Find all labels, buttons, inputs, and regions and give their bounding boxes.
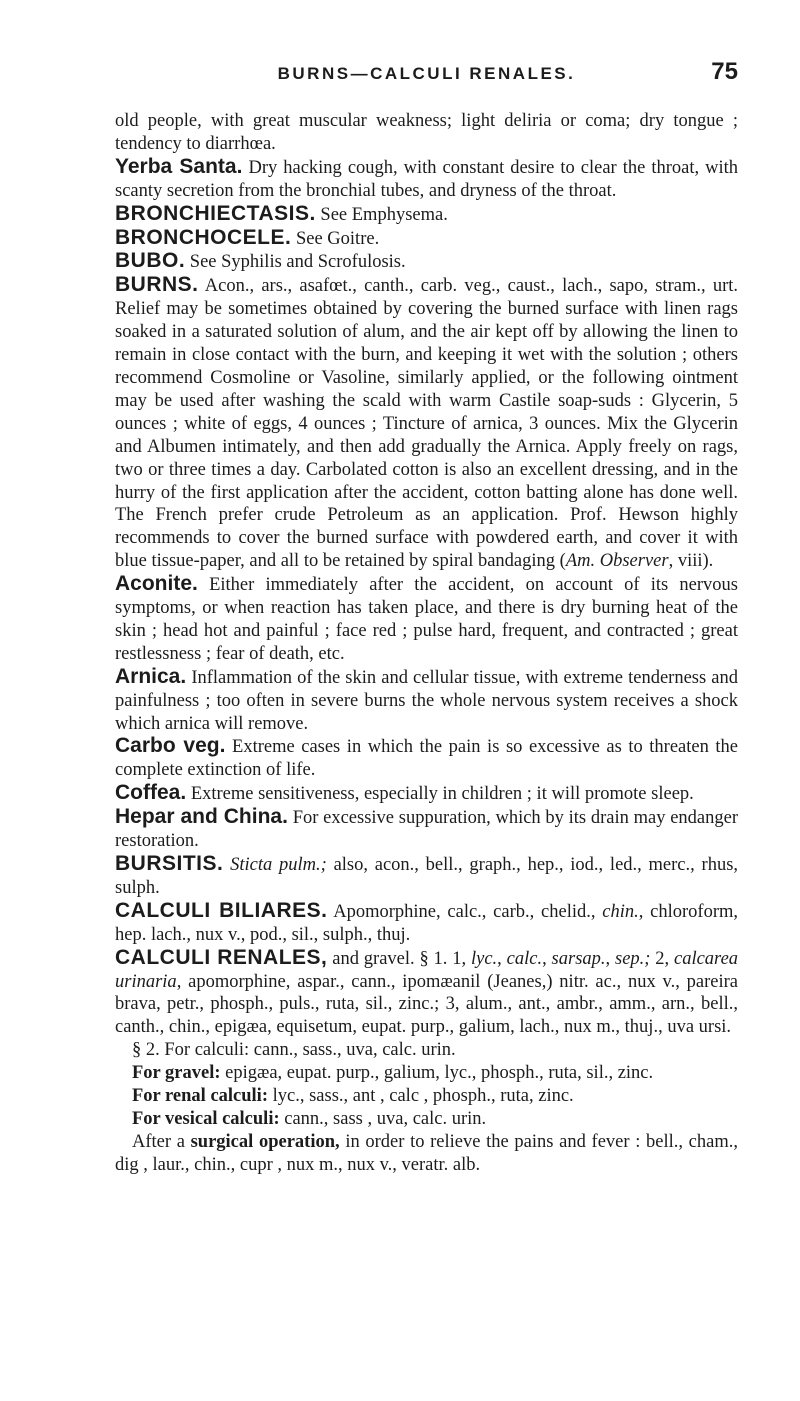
entry-heading: CALCULI BILIARES. bbox=[115, 898, 328, 922]
separator: , bbox=[542, 948, 552, 969]
paragraph-text: See Emphysema. bbox=[320, 204, 448, 225]
grade-number: 2, bbox=[650, 948, 674, 969]
paragraph-text: See Syphilis and Scrofulosis. bbox=[189, 252, 406, 273]
paragraph-tail: in order to relieve the pains and fever : bell., cham., dig , laur., chin., cupr , nux m., nux v., veratr. alb. bbox=[115, 1131, 738, 1175]
paragraph-coffea bbox=[115, 782, 738, 806]
running-head: BURNS—CALCULI RENALES. bbox=[277, 64, 576, 83]
paragraph-renal-calculi bbox=[115, 1085, 738, 1108]
paragraph-carbo-veg bbox=[115, 735, 738, 782]
entry-heading: CALCULI RENALES, bbox=[115, 945, 328, 969]
bold-label: For renal calculi: bbox=[132, 1086, 268, 1107]
italic-remedy: Sticta pulm.; bbox=[230, 855, 327, 875]
paragraph-text: Inflammation of the skin and cellular tissue, with extreme tenderness and painfulness ; too often in severe burns the whole nervous system receives a shock which arnica will remove. bbox=[115, 667, 739, 734]
page-body bbox=[115, 110, 738, 1177]
entry-heading: BURNS. bbox=[115, 273, 199, 297]
paragraph-bronchiectasis bbox=[115, 203, 738, 227]
paragraph-text: For excessive suppuration, which by its drain may endanger restoration. bbox=[115, 808, 739, 852]
paragraph-aconite bbox=[115, 573, 738, 666]
paragraph-vesical-calculi bbox=[115, 1108, 738, 1131]
separator: , bbox=[605, 948, 615, 969]
paragraph-text: Apomorphine, calc., carb., chelid., bbox=[333, 901, 603, 922]
bold-label: surgical operation, bbox=[190, 1131, 340, 1152]
entry-heading: Yerba Santa. bbox=[115, 154, 243, 178]
entry-heading: BRONCHIECTASIS. bbox=[115, 201, 316, 225]
paragraph-text: also, acon., bell., graph., hep., iod., led., merc., rhus, sulph. bbox=[115, 855, 739, 898]
italic-remedy: sarsap. bbox=[551, 948, 606, 969]
paragraph-text: and gravel. § 1. 1, bbox=[332, 948, 471, 969]
entry-heading: BURSITIS. bbox=[115, 852, 224, 875]
bold-label: For gravel: bbox=[132, 1063, 221, 1084]
paragraph-text: epigæa, eupat. purp., galium, lyc., phosph., ruta, sil., zinc. bbox=[220, 1063, 654, 1084]
paragraph-text: § 2. For calculi: cann., sass., uva, calc. urin. bbox=[132, 1040, 456, 1061]
entry-heading: BUBO. bbox=[115, 249, 186, 273]
paragraph-tail: , chloroform, hep. lach., nux v., pod., sil., sulph., thuj. bbox=[115, 901, 738, 945]
italic-remedy: lyc. bbox=[470, 948, 498, 969]
entry-heading: Coffea. bbox=[115, 781, 187, 805]
entry-heading: Carbo veg. bbox=[115, 734, 226, 758]
entry-heading: Aconite. bbox=[115, 572, 198, 596]
paragraph-tail: , viii). bbox=[668, 551, 714, 572]
paragraph-arnica bbox=[115, 666, 738, 736]
bold-label: For vesical calculi: bbox=[132, 1108, 280, 1129]
paragraph-calculi-renales bbox=[115, 947, 738, 1040]
separator: , bbox=[497, 948, 507, 969]
paragraph-text: See Goitre. bbox=[295, 228, 380, 249]
italic-remedy: calc. bbox=[506, 948, 543, 969]
paragraph-text: Acon., ars., asafœt., canth., carb. veg., caust., lach., sapo, stram., urt. Relief may be sometimes obtained by covering the burned surface with linen rags soaked in a saturated solution of alum, and the air kept off by allowing the linen to remain in close contact with the burn, and keeping it wet with the solution ; others recommend Cosmoline or Vasoline, similarly applied, or the following ointment may be used after washing the scald with warm Castile soap-suds : Glycerin, 5 ounces ; white of eggs, 4 ounces ; Tincture of arnica, 3 ounces. Mix the Glycerin and Albumen intimately, and then add gradually the Arnica. Apply freely on rags, two or three times a day. Carbolated cotton is also an excellent dressing, and in the hurry of the first application after the accident, cotton batting alone has done well. The French prefer crude Petroleum as an application. Prof. Hewson highly recommends to cover the burned surface with powdered earth, and cover it with blue tissue-paper, and all to be retained by spiral bandaging ( bbox=[115, 276, 739, 572]
paragraph-burns bbox=[115, 274, 738, 573]
italic-remedy: calcarea urinaria bbox=[115, 948, 739, 992]
paragraph-text: Dry hacking cough, with constant desire to clear the throat, with scanty secretion from the bronchial tubes, and dryness of the throat. bbox=[115, 157, 739, 201]
paragraph-calculi-biliares bbox=[115, 900, 738, 947]
italic-remedy: sep.; bbox=[615, 948, 651, 969]
paragraph-hepar-china bbox=[115, 806, 738, 853]
paragraph-bursitis bbox=[115, 853, 738, 900]
paragraph-text: Extreme sensitiveness, especially in children ; it will promote sleep. bbox=[190, 784, 694, 805]
paragraph-tail: , apomorphine, aspar., cann., ipomæanil (Jeanes,) nitr. ac., nux v., pareira brava, petr., phosph., puls., ruta, sil., zinc.; 3, alum., ant., ambr., amm., arn., bell., canth., chin., epigæa, equisetum, eupat. purp., galium, lach., nux m., thuj., uva ursi. bbox=[115, 971, 738, 1038]
paragraph-bubo bbox=[115, 250, 738, 274]
paragraph-bronchocele bbox=[115, 227, 738, 251]
paragraph-text: After a bbox=[132, 1131, 191, 1152]
paragraph-gravel bbox=[115, 1062, 738, 1085]
paragraph-section-2 bbox=[115, 1039, 738, 1062]
paragraph-text: old people, with great muscular weakness; light deliria or coma; dry tongue ; tendency to diarrhœa. bbox=[115, 111, 738, 154]
paragraph-yerba-santa bbox=[115, 156, 738, 203]
paragraph-text: Either immediately after the accident, on account of its nervous symptoms, or when reaction has taken place, and there is dry burning heat of the skin ; head hot and painful ; face red ; pulse hard, frequent, and contracted ; great restlessness ; fear of death, etc. bbox=[115, 575, 738, 664]
italic-remedy: chin. bbox=[602, 901, 639, 922]
paragraph-text: Extreme cases in which the pain is so excessive as to threaten the complete extinction of life. bbox=[115, 737, 739, 781]
entry-heading: Arnica. bbox=[115, 664, 187, 688]
paragraph-text: lyc., sass., ant , calc , phosph., ruta, zinc. bbox=[268, 1086, 574, 1107]
entry-heading: BRONCHOCELE. bbox=[115, 225, 292, 249]
page-header bbox=[115, 60, 738, 88]
entry-heading: Hepar and China. bbox=[115, 805, 288, 829]
paragraph-old-people bbox=[115, 110, 738, 156]
paragraph-text: cann., sass , uva, calc. urin. bbox=[279, 1108, 487, 1129]
italic-citation: Am. Observer bbox=[565, 551, 669, 572]
paragraph-surgical-operation bbox=[115, 1131, 738, 1177]
page-number: 75 bbox=[711, 58, 738, 85]
